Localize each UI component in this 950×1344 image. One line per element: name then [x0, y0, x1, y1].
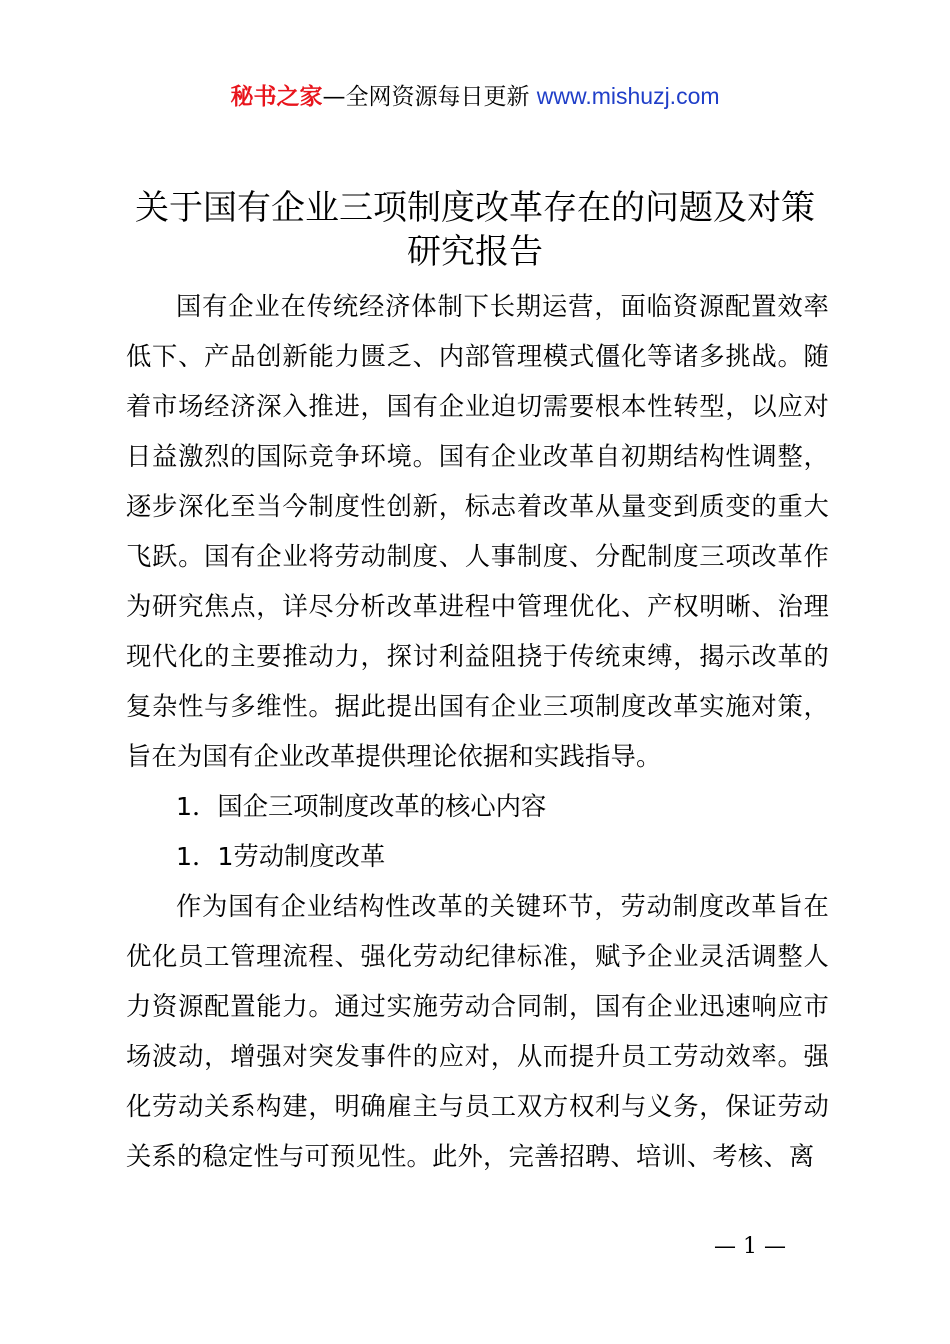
document-title: 关于国有企业三项制度改革存在的问题及对策研究报告	[135, 188, 815, 272]
site-url-link[interactable]: www.mishuzj.com	[536, 83, 720, 109]
section-heading-1: 1．国企三项制度改革的核心内容	[176, 792, 547, 821]
intro-paragraph: 国有企业在传统经济体制下长期运营，面临资源配置效率低下、产品创新能力匮乏、内部管理模式僵化等诸多挑战。随着市场经济深入推进，国有企业迫切需要根本性转型，以应对日益激烈的国际竞争环境。国有企业改革自初期结构性调整，逐步深化至当今制度性创新，标志着改革从量变到质变的重大飞跃。国有企业将劳动制度、人事制度、分配制度三项改革作为研究焦点，详尽分析改革进程中管理优化、产权明晰、治理现代化的主要推动力，探讨利益阻挠于传统束缚，揭示改革的复杂性与多维性。据此提出国有企业三项制度改革实施对策，旨在为国有企业改革提供理论依据和实践指导。	[126, 292, 829, 771]
site-tagline: —全网资源每日更新	[322, 84, 537, 110]
site-header	[0, 80, 950, 113]
page-number: — 1 —	[714, 1234, 786, 1259]
document-body	[126, 282, 829, 1182]
section-heading-1-1: 1．1劳动制度改革	[176, 842, 386, 871]
site-brand: 秘书之家	[230, 84, 323, 110]
labor-reform-paragraph: 作为国有企业结构性改革的关键环节，劳动制度改革旨在优化员工管理流程、强化劳动纪律标准，赋予企业灵活调整人力资源配置能力。通过实施劳动合同制，国有企业迅速响应市场波动，增强对突发事件的应对，从而提升员工劳动效率。强化劳动关系构建，明确雇主与员工双方权利与义务，保证劳动关系的稳定性与可预见性。此外，完善招聘、培训、考核、离	[126, 892, 829, 1171]
